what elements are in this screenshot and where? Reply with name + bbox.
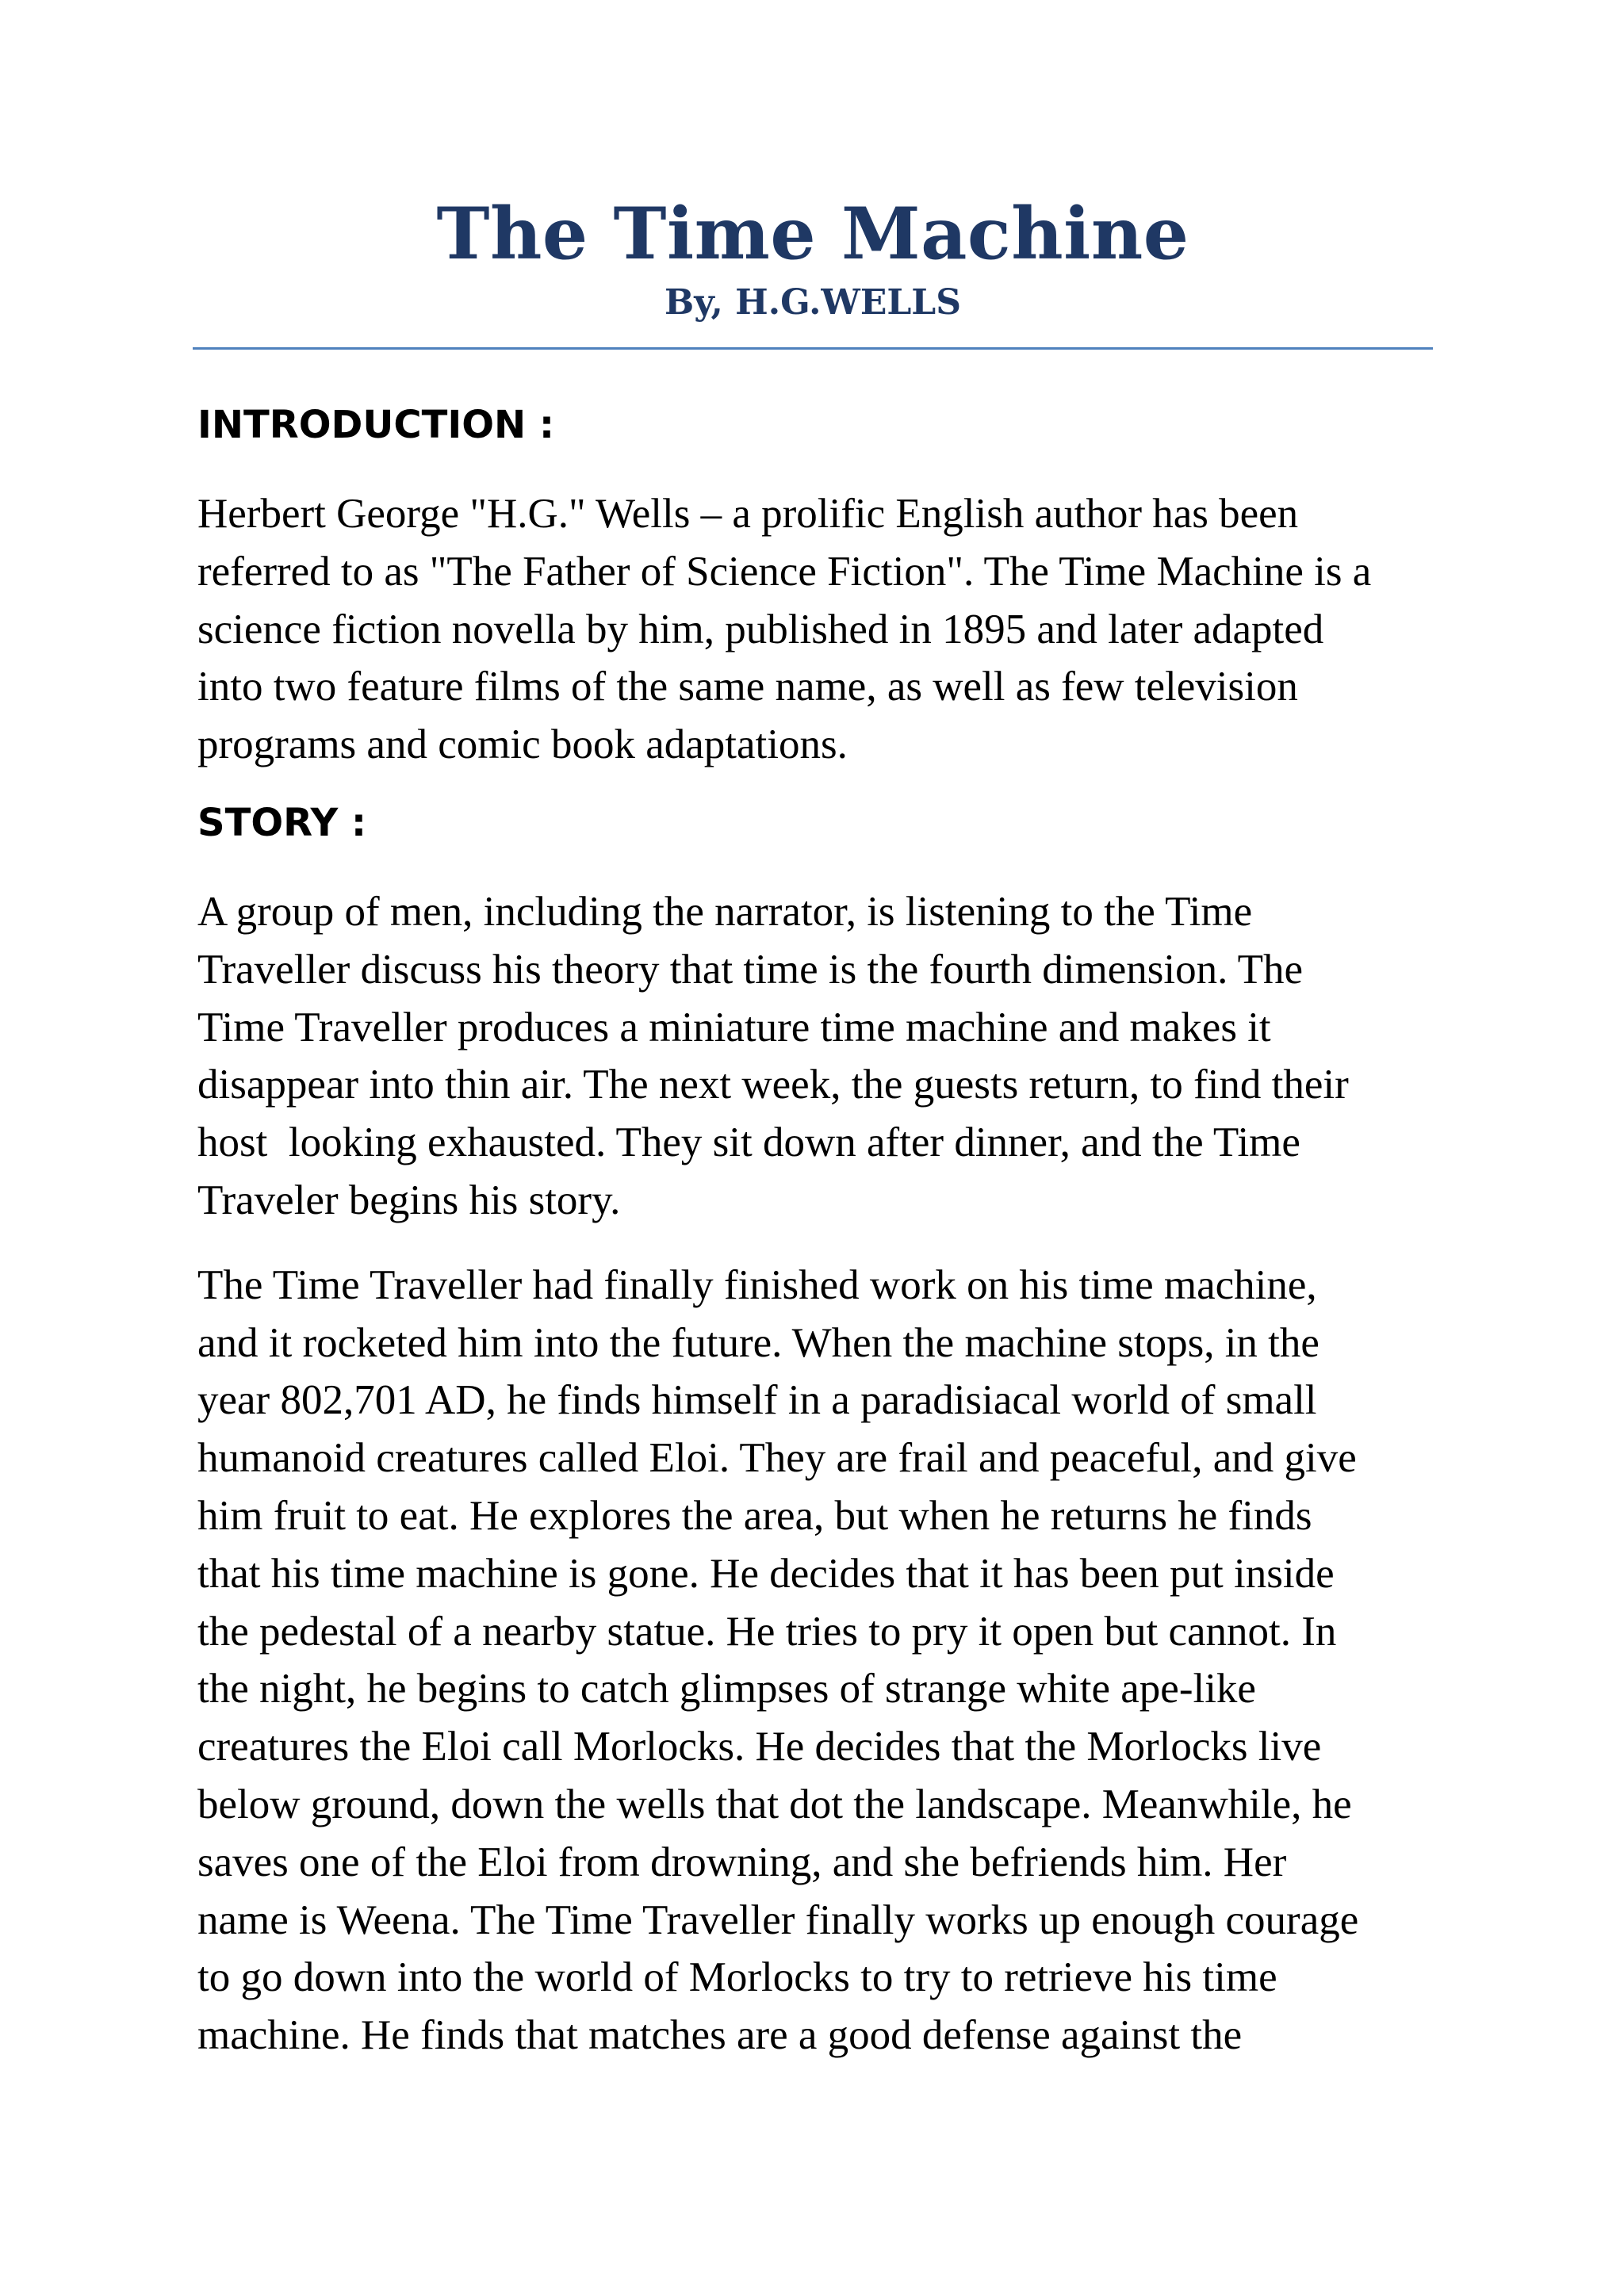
document-header <box>193 190 1433 325</box>
page-title: The Time Machine <box>436 192 1189 276</box>
story-paragraph-2: The Time Traveller had finally finished work on his time machine, and it rocketed him into the future. When the machine stops, in the year 802,701 AD, he finds himself in a paradisiacal world of small humanoid creatures called Eloi. They are frail and peaceful, and give him fruit to eat. He explores the area, but when he returns he finds that his time machine is gone. He decides that it has been put inside the pedestal of a nearby statue. He tries to pry it open but cannot. In the night, he begins to catch glimpses of strange white ape-like creatures the Eloi call Morlocks. He decides that the Morlocks live below ground, down the wells that dot the landscape. Meanwhile, he saves one of the Eloi from drowning, and she befriends him. Her name is Weena. The Time Traveller finally works up enough courage to go down into the world of Morlocks to try to retrieve his time machine. He finds that matches are a good defense against the <box>197 1261 1359 2059</box>
story-paragraph-1: A group of men, including the narrator, is listening to the Time Traveller discuss his theory that time is the fourth dimension. The Time Traveller produces a miniature time machine and makes it disappear into thin air. The next week, the guests return, to find their host looking exhausted. They sit down after dinner, and the Time Traveler begins his story. <box>197 888 1349 1223</box>
author-byline: By, H.G.WELLS <box>665 282 961 323</box>
section-heading-story: STORY : <box>197 800 367 845</box>
introduction-paragraph: Herbert George "H.G." Wells – a prolific English author has been referred to as "The Father of Science Fiction". The Time Machine is a science fiction novella by him, published in 1895 and later adapted into two feature films of the same name, as well as few television programs and comic book adaptations. <box>197 491 1372 768</box>
title-divider <box>193 347 1433 350</box>
document-body <box>197 393 1434 2064</box>
section-heading-introduction: INTRODUCTION : <box>197 403 555 447</box>
